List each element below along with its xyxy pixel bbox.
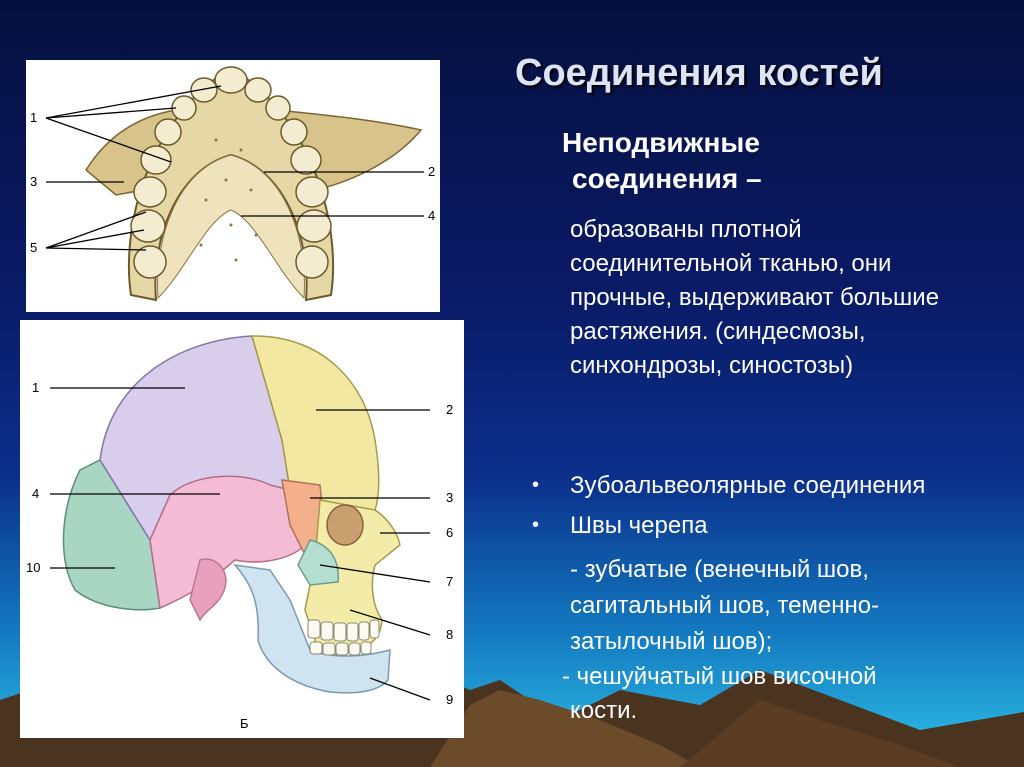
maxilla-illustration — [26, 60, 440, 312]
definition-line: соединительной тканью, они — [570, 250, 892, 277]
definition-line: образованы плотной — [570, 216, 802, 243]
definition-line: прочные, выдерживают большие — [570, 284, 940, 311]
maxilla-label-3: 3 — [30, 174, 38, 189]
bullet-item-skull-sutures: Швы черепа — [570, 512, 708, 539]
serrated-line: затылочный шов); — [570, 628, 773, 655]
heading-line-1: Неподвижные — [562, 127, 760, 158]
serrated-line: - зубчатые (венечный шов, — [570, 556, 869, 583]
skull-figure-panel — [20, 320, 464, 738]
skull-illustration — [20, 320, 464, 738]
maxilla-label-5: 5 — [30, 240, 38, 255]
slide-title: Соединения костей — [515, 52, 883, 94]
scaly-line: - чешуйчатый шов височной — [562, 663, 877, 690]
bullet-dot: • — [532, 514, 540, 536]
skull-label-8: 8 — [446, 627, 454, 642]
heading-line-2: соединения – — [572, 163, 762, 194]
skull-label-7: 7 — [446, 574, 454, 589]
skull-label-1: 1 — [32, 380, 40, 395]
maxilla-label-4: 4 — [428, 208, 436, 223]
definition-line: синхондрозы, синостозы) — [570, 352, 854, 379]
bullet-item-dental-joints: Зубоальвеолярные соединения — [570, 472, 926, 499]
maxilla-figure-panel — [26, 60, 440, 312]
skull-label-6: 6 — [446, 525, 454, 540]
skull-label-2: 2 — [446, 402, 454, 417]
scaly-line: кости. — [570, 697, 638, 724]
definition-line: растяжения. (синдесмозы, — [570, 318, 866, 345]
serrated-line: сагитальный шов, теменно- — [570, 592, 880, 619]
maxilla-label-1: 1 — [30, 110, 38, 125]
maxilla-label-2: 2 — [428, 164, 436, 179]
definition-text — [570, 213, 1020, 383]
scaly-suture-text — [562, 660, 877, 728]
serrated-sutures-text — [570, 552, 879, 660]
skull-label-9: 9 — [446, 692, 454, 707]
skull-label-3: 3 — [446, 490, 454, 505]
bullet-dot: • — [532, 474, 540, 496]
skull-label-4: 4 — [32, 486, 40, 501]
skull-caption: Б — [240, 716, 249, 731]
skull-label-10: 10 — [26, 560, 41, 575]
